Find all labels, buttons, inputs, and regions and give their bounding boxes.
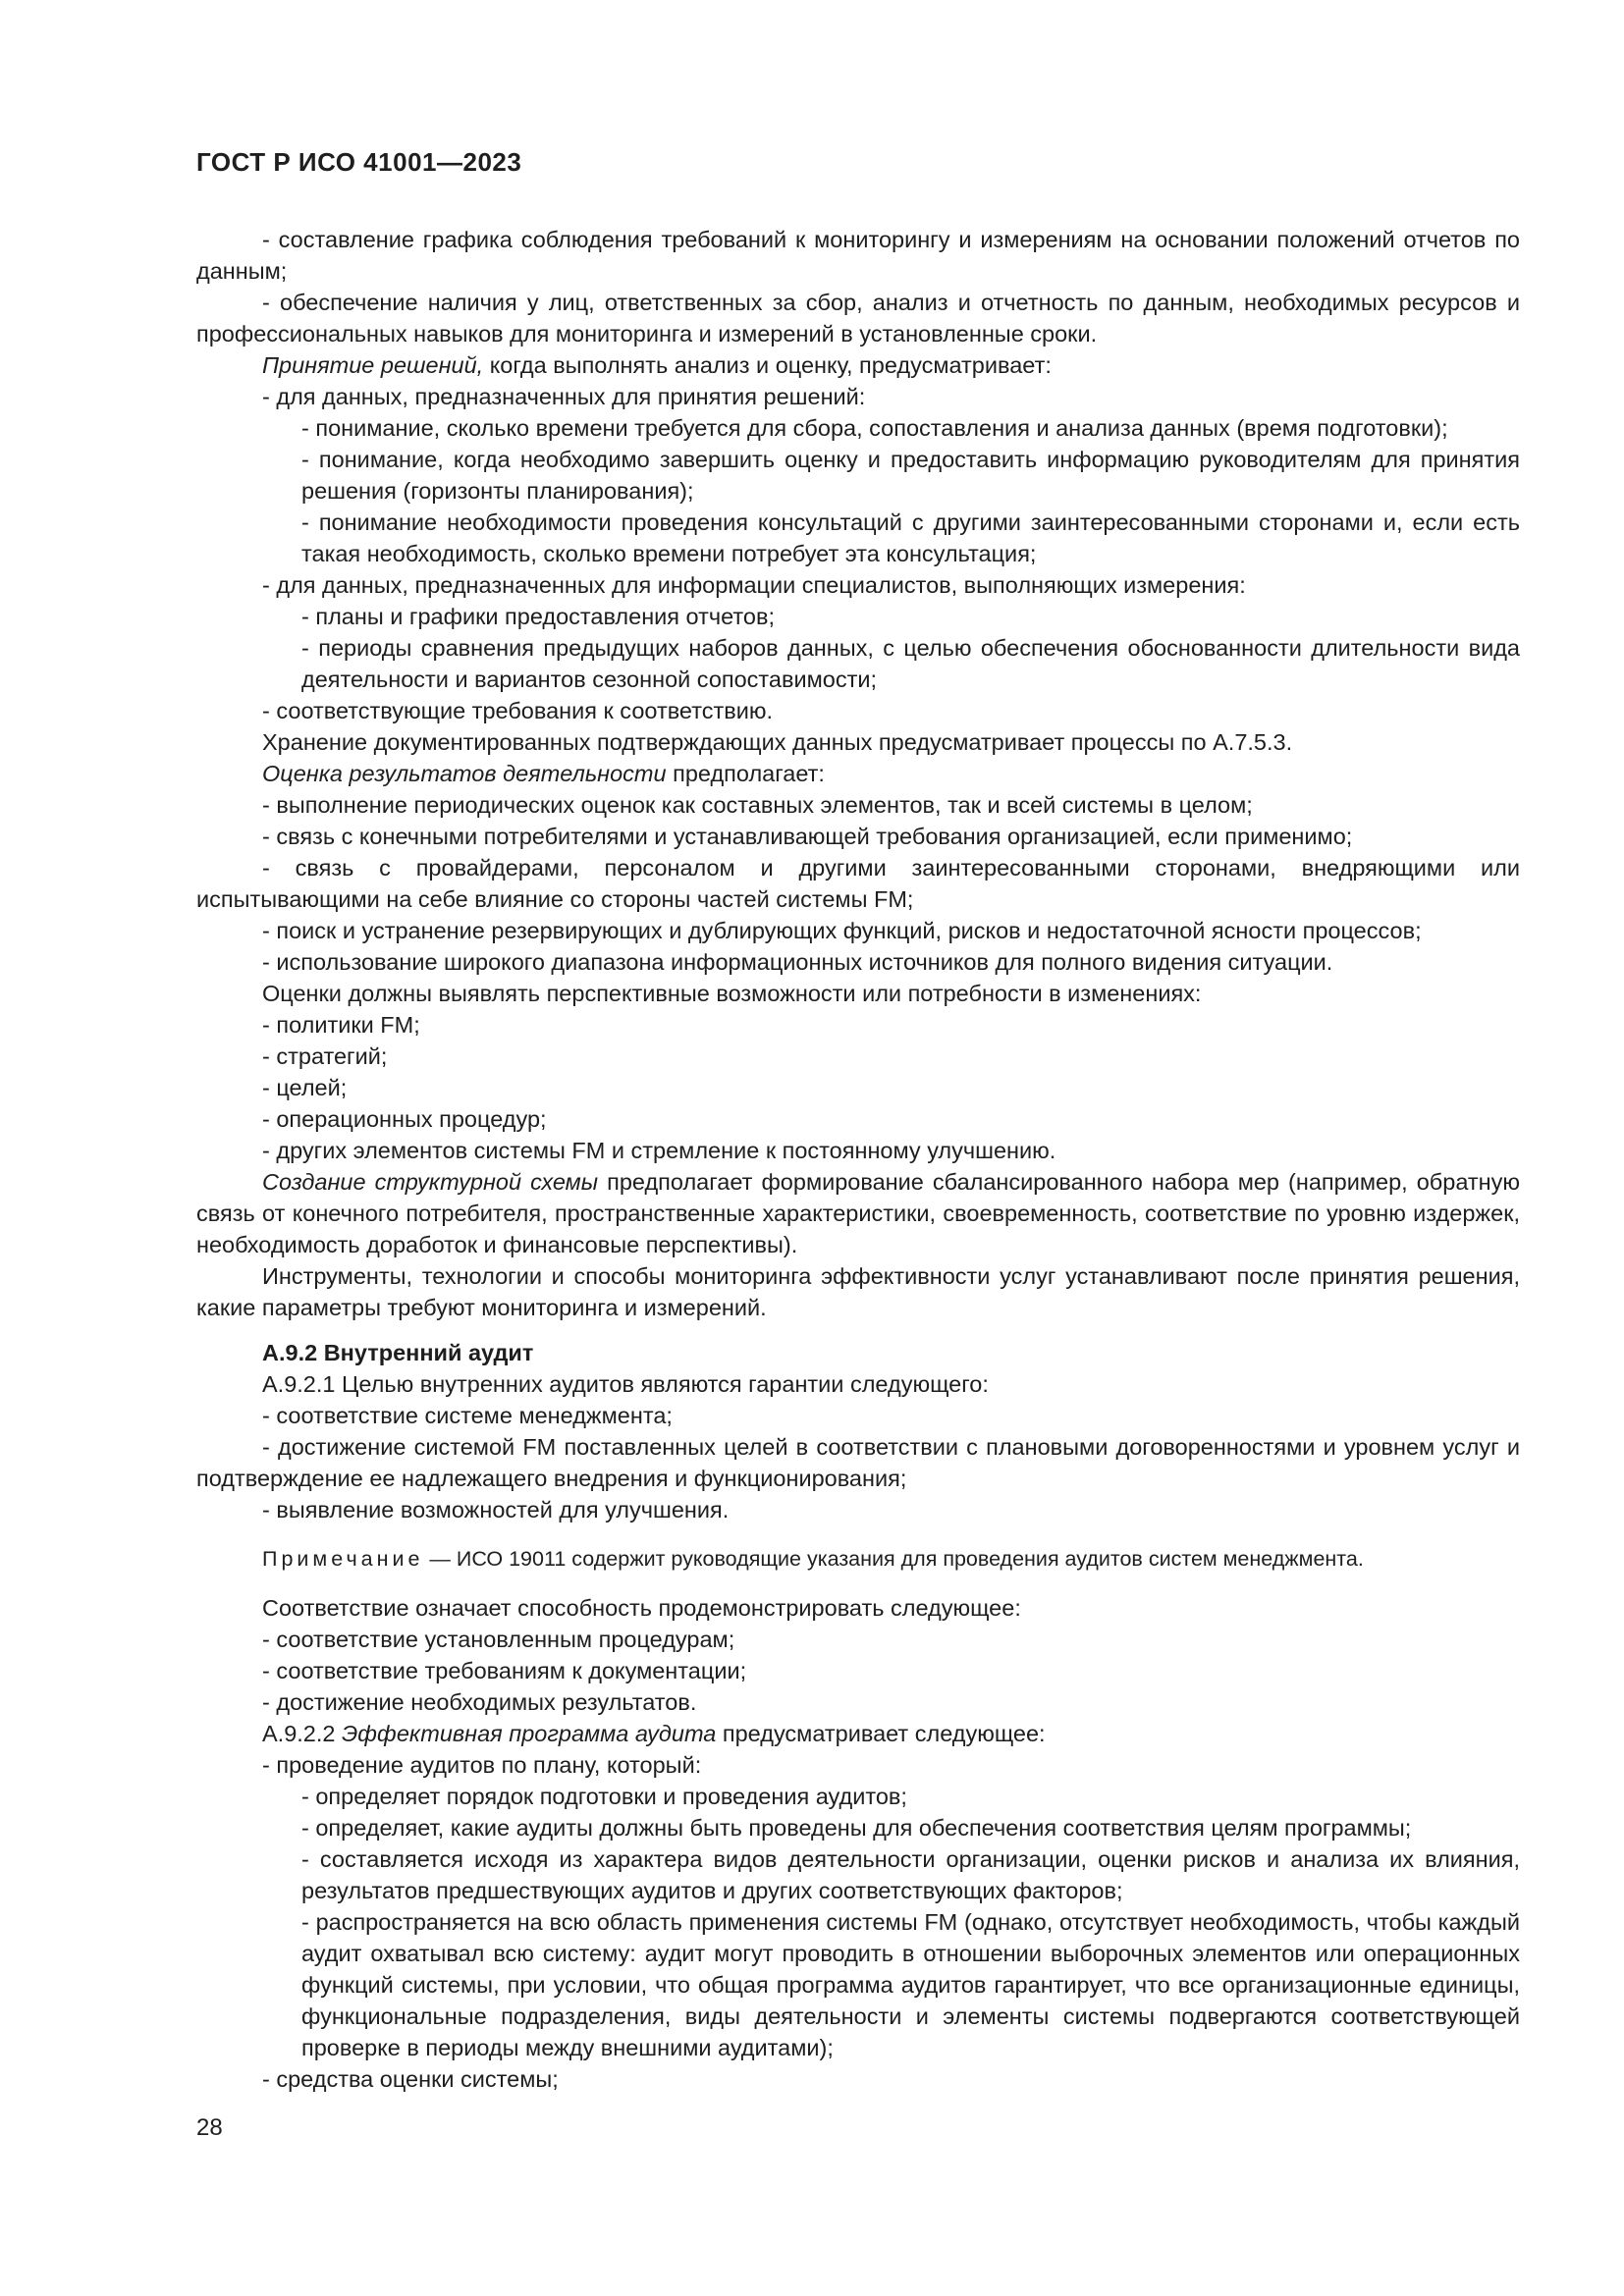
note [196,1543,1520,1575]
paragraph [196,758,1520,789]
list-item: - целей; [262,1075,348,1100]
list-item: - политики FM; [262,1012,420,1038]
paragraph: Хранение документированных подтверждающих данных предусматривает процессы по А.7.5.3. [262,729,1293,755]
list-item: - средства оценки системы; [262,2066,559,2092]
clause-number: А.9.2.2 [262,1721,342,1746]
section-heading: А.9.2 Внутренний аудит [262,1340,534,1365]
document-header: ГОСТ Р ИСО 41001—2023 [196,147,522,177]
paragraph: - соответствующие требования к соответствию. [262,698,773,723]
paragraph: А.9.2.1 Целью внутренних аудитов являются гарантии следующего: [262,1371,989,1397]
list-item: - определяет порядок подготовки и проведения аудитов; [301,1784,907,1809]
list-item: - проведение аудитов по плану, который: [262,1752,702,1778]
list-item: - других элементов системы FM и стремление к постоянному улучшению. [262,1138,1056,1163]
paragraph-text: предполагает формирование сбалансированного набора мер (например, обратную связь от конечного потребителя, пространственные характеристики, своевременность, соответствие по уровню издержек, необходимость доработок и финансовые перспективы). [196,1169,1521,1257]
note-text: — ИСО 19011 содержит руководящие указания для проведения аудитов систем менеджмента. [423,1547,1364,1571]
list-item: - периоды сравнения предыдущих наборов данных, с целью обеспечения обоснованности длительности вида деятельности и вариантов сезонной сопоставимости; [301,635,1520,692]
page-number: 28 [196,2114,223,2141]
list-item: - составляется исходя из характера видов деятельности организации, оценки рисков и анализа их влияния, результатов предшествующих аудитов и других соответствующих факторов; [301,1846,1520,1903]
note-label: Примечание [262,1547,424,1571]
paragraph: Инструменты, технологии и способы мониторинга эффективности услуг устанавливают после принятия решения, какие параметры требуют мониторинга и измерений. [196,1263,1520,1320]
paragraph: - связь с конечными потребителями и устанавливающей требования организацией, если применимо; [262,824,1353,849]
paragraph-text: предусматривает следующее: [716,1721,1046,1746]
list-item: - достижение необходимых результатов. [262,1689,697,1715]
list-item: - соответствие требованиям к документации; [262,1658,747,1683]
list-item: - распространяется на всю область применения системы FM (однако, отсутствует необходимость, чтобы каждый аудит охватывал всю систему: аудит могут проводить в отношении выборочных элементов или операционных функций системы, при условии, что общая программа аудитов гарантирует, что все организационные единицы, функциональные подразделения, виды деятельности и элементы системы подвергаются соответствующей проверке в периоды между внешними аудитами); [301,1909,1520,2060]
list-item: - понимание необходимости проведения консультаций с другими заинтересованными сторонами и, если есть такая необходимость, сколько времени потребует эта консультация; [301,509,1520,566]
italic-term: Оценка результатов деятельности [262,761,667,786]
page-body [196,224,1520,2095]
list-item: - достижение системой FM поставленных целей в соответствии с плановыми договоренностями и уровнем услуг и подтверждение ее надлежащего внедрения и функционирования; [196,1434,1520,1491]
list-item: - соответствие системе менеджмента; [262,1403,673,1428]
paragraph: - использование широкого диапазона информационных источников для полного видения ситуации. [262,949,1333,975]
paragraph: Соответствие означает способность продемонстрировать следующее: [262,1595,1021,1621]
paragraph [196,349,1520,381]
paragraph: - для данных, предназначенных для принятия решений: [262,384,866,409]
paragraph: - поиск и устранение резервирующих и дублирующих функций, рисков и недостаточной ясности процессов; [262,918,1422,943]
list-item: - выявление возможностей для улучшения. [262,1497,730,1522]
paragraph: - составление графика соблюдения требований к мониторингу и измерениям на основании положений отчетов по данным; [196,227,1520,284]
paragraph: - для данных, предназначенных для информации специалистов, выполняющих измерения: [262,572,1246,598]
italic-term: Создание структурной схемы [262,1169,599,1195]
paragraph: Оценки должны выявлять перспективные возможности или потребности в изменениях: [262,981,1202,1006]
italic-term: Принятие решений, [262,352,484,378]
paragraph: - связь с провайдерами, персоналом и другими заинтересованными сторонами, внедряющими или испытывающими на себе влияние со стороны частей системы FM; [196,855,1520,912]
paragraph-text: предполагает: [666,761,825,786]
paragraph [196,1718,1520,1749]
list-item: - операционных процедур; [262,1106,547,1132]
list-item: - понимание, когда необходимо завершить оценку и предоставить информацию руководителям для принятия решения (горизонты планирования); [301,447,1520,504]
paragraph-text: когда выполнять анализ и оценку, предусматривает: [483,352,1052,378]
list-item: - понимание, сколько времени требуется для сбора, сопоставления и анализа данных (время подготовки); [301,415,1448,441]
list-item: - определяет, какие аудиты должны быть проведены для обеспечения соответствия целям программы; [301,1815,1412,1841]
italic-term: Эффективная программа аудита [342,1721,717,1746]
list-item: - стратегий; [262,1043,388,1069]
list-item: - соответствие установленным процедурам; [262,1627,735,1652]
paragraph: - выполнение периодических оценок как составных элементов, так и всей системы в целом; [262,792,1253,818]
paragraph [196,1166,1520,1260]
paragraph: - обеспечение наличия у лиц, ответственных за сбор, анализ и отчетность по данным, необходимых ресурсов и профессиональных навыков для мониторинга и измерений в установленные сроки. [196,290,1520,347]
list-item: - планы и графики предоставления отчетов; [301,604,775,629]
